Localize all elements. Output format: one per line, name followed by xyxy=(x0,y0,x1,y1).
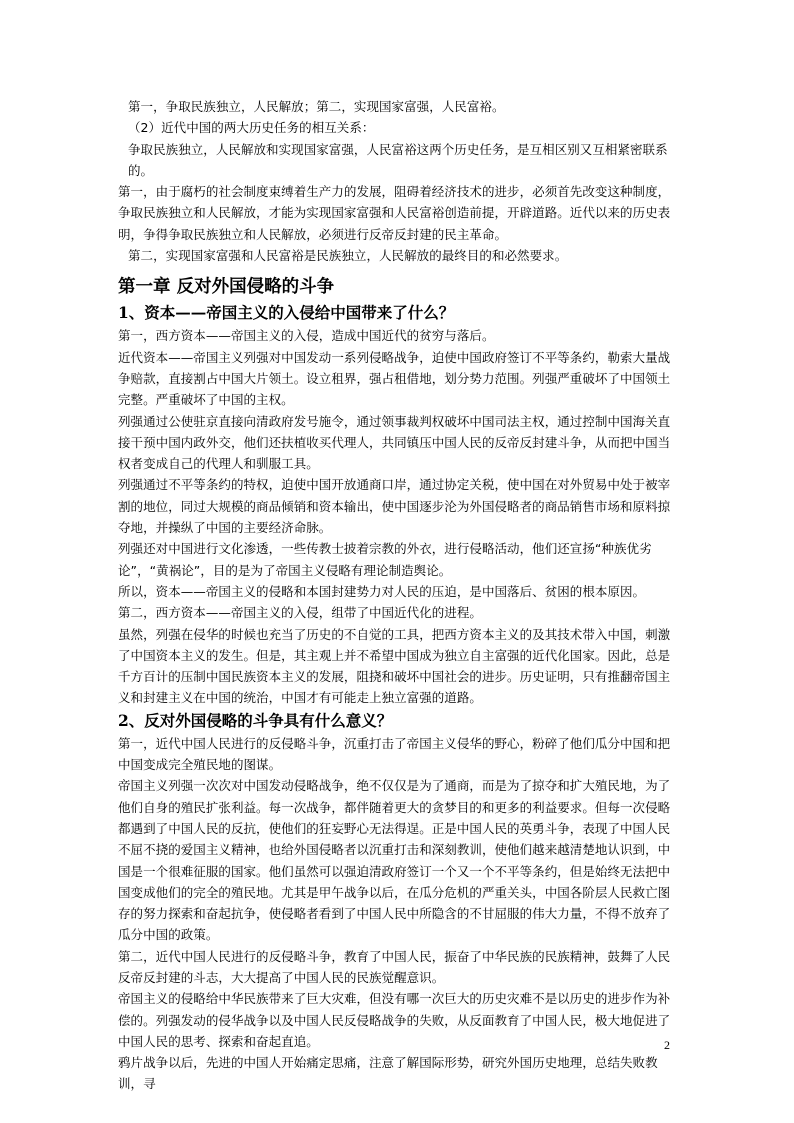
section-1-paragraph: 第二，西方资本——帝国主义的入侵，组带了中国近代化的进程。 xyxy=(118,605,482,621)
section-2-paragraph: 第二，近代中国人民进行的反侵略斗争，教育了中国人民，振奋了中华民族的民族精神，鼓舞了人民反帝反封建的斗志，大大提高了中国人民的民族觉醒意识。 xyxy=(118,948,671,985)
section-1-paragraph: 近代资本——帝国主义列强对中国发动一系列侵略战争，迫使中国政府签订不平等条约，勒索大量战争赔款，直接割占中国大片领土。设立租界，强占租借地，划分势力范围。列强严重破坏了中国领土完整。严重破坏了中国的主权。 xyxy=(118,349,671,408)
section-2-heading: 2、反对外国侵略的斗争具有什么意义？ xyxy=(118,710,393,730)
section-2-paragraph: 第一，近代中国人民进行的反侵略斗争，沉重打击了帝国主义侵华的野心，粉碎了他们瓜分中国和把中国变成完全殖民地的图谋。 xyxy=(118,735,671,773)
intro-line-3: 争取民族独立，人民解放和实现国家富强，人民富裕这两个历史任务，是互相区别又互相紧密联系的。 xyxy=(128,141,668,178)
section-1-paragraph: 所以，资本——帝国主义的侵略和本国封建势力对人民的压迫，是中国落后、贫困的根本原因。 xyxy=(118,583,646,599)
section-1-paragraph: 虽然，列强在侵华的时候也充当了历史的不自觉的工具，把西方资本主义的及其技术带入中国，刺激了中国资本主义的发生。但是，其主观上并不希望中国成为独立自主富强的近代化国家。因此，总是千方百计的压制中国民族资本主义的发展，阻挠和破坏中国社会的进步。历史证明，只有推翻帝国主义和封建主义在中国的统治，中国才有可能走上独立富强的道路。 xyxy=(118,626,671,706)
section-2-paragraph: 帝国主义列强一次次对中国发动侵略战争，绝不仅仅是为了通商，而是为了掠夺和扩大殖民地，为了他们自身的殖民扩张利益。每一次战争，都伴随着更大的贪梦目的和更多的利益要求。但每一次侵略都遇到了中国人民的反抗，使他们的狂妄野心无法得逞。正是中国人民的英勇斗争，表现了中国人民不屈不挠的爱国主义精神，也给外国侵略者以沉重打击和深刻教训，使他们越来越清楚地认识到，中国是一个很难征服的国家。他们虽然可以强迫清政府签订一个又一个不平等条约，但是始终无法把中国变成他们的完全的殖民地。尤其是甲午战争以后，在瓜分危机的严重关头，中国各阶层人民救亡图存的努力探索和奋起抗争，使侵略者看到了中国人民中所隐含的不甘屈服的伟大力量，不得不放弃了瓜分中国的政策。 xyxy=(118,778,671,943)
section-1-heading: 1、资本——帝国主义的入侵给中国带来了什么？ xyxy=(118,303,455,323)
section-1-paragraph: 列强还对中国进行文化渗透，一些传教士披着宗教的外衣，进行侵略活动，他们还宣扬“种族优劣论”，“黄祸论”，目的是为了帝国主义侵略有理论制造舆论。 xyxy=(118,541,652,578)
page-number: 2 xyxy=(664,1038,670,1052)
chapter-title: 第一章 反对外国侵略的斗争 xyxy=(118,277,335,298)
document-page xyxy=(118,96,678,1095)
intro-line-5: 第二，实现国家富强和人民富裕是民族独立，人民解放的最终目的和必然要求。 xyxy=(128,248,568,264)
section-1-paragraph: 列强通过公使驻京直接向清政府发号施令，通过领事裁判权破坏中国司法主权，通过控制中国海关直接干预中国内政外交，他们还扶植收买代理人，共同镇压中国人民的反帝反封建斗争，从而把中国当权者变成自己的代理人和驯服工具。 xyxy=(118,413,671,472)
section-2-paragraph: 鸦片战争以后，先进的中国人开始痛定思痛，注意了解国际形势，研究外国历史地理，总结失败教训，寻 xyxy=(118,1055,658,1092)
section-2-paragraph: 帝国主义的侵略给中华民族带来了巨大灾难，但没有哪一次巨大的历史灾难不是以历史的进步作为补偿的。列强发动的侵华战争以及中国人民反侵略战争的失败，从反面教育了中国人民，极大地促进了中国人民的思考、探索和奋起直追。 xyxy=(118,991,671,1049)
intro-line-1: 第一，争取民族独立，人民解放；第二，实现国家富强，人民富裕。 xyxy=(128,99,505,114)
intro-line-2: （2）近代中国的两大历史任务的相互关系： xyxy=(128,120,375,136)
section-1-paragraph: 列强通过不平等条约的特权，迫使中国开放通商口岸，通过协定关税，使中国在对外贸易中处于被宰割的地位，同过大规模的商品倾销和资本输出，使中国逐步沦为外国侵略者的商品销售市场和原料掠夺地，并操纵了中国的主要经济命脉。 xyxy=(118,477,671,536)
section-1-paragraph: 第一，西方资本——帝国主义的入侵，造成中国近代的贫穷与落后。 xyxy=(118,328,495,344)
intro-line-4: 第一，由于腐朽的社会制度束缚着生产力的发展，阻碍着经济技术的进步，必须首先改变这种制度，争取民族独立和人民解放，才能为实现国家富强和人民富裕创造前提，开辟道路。近代以来的历史表明，争得争取民族独立和人民解放，必须进行反帝反封建的民主革命。 xyxy=(118,184,671,242)
